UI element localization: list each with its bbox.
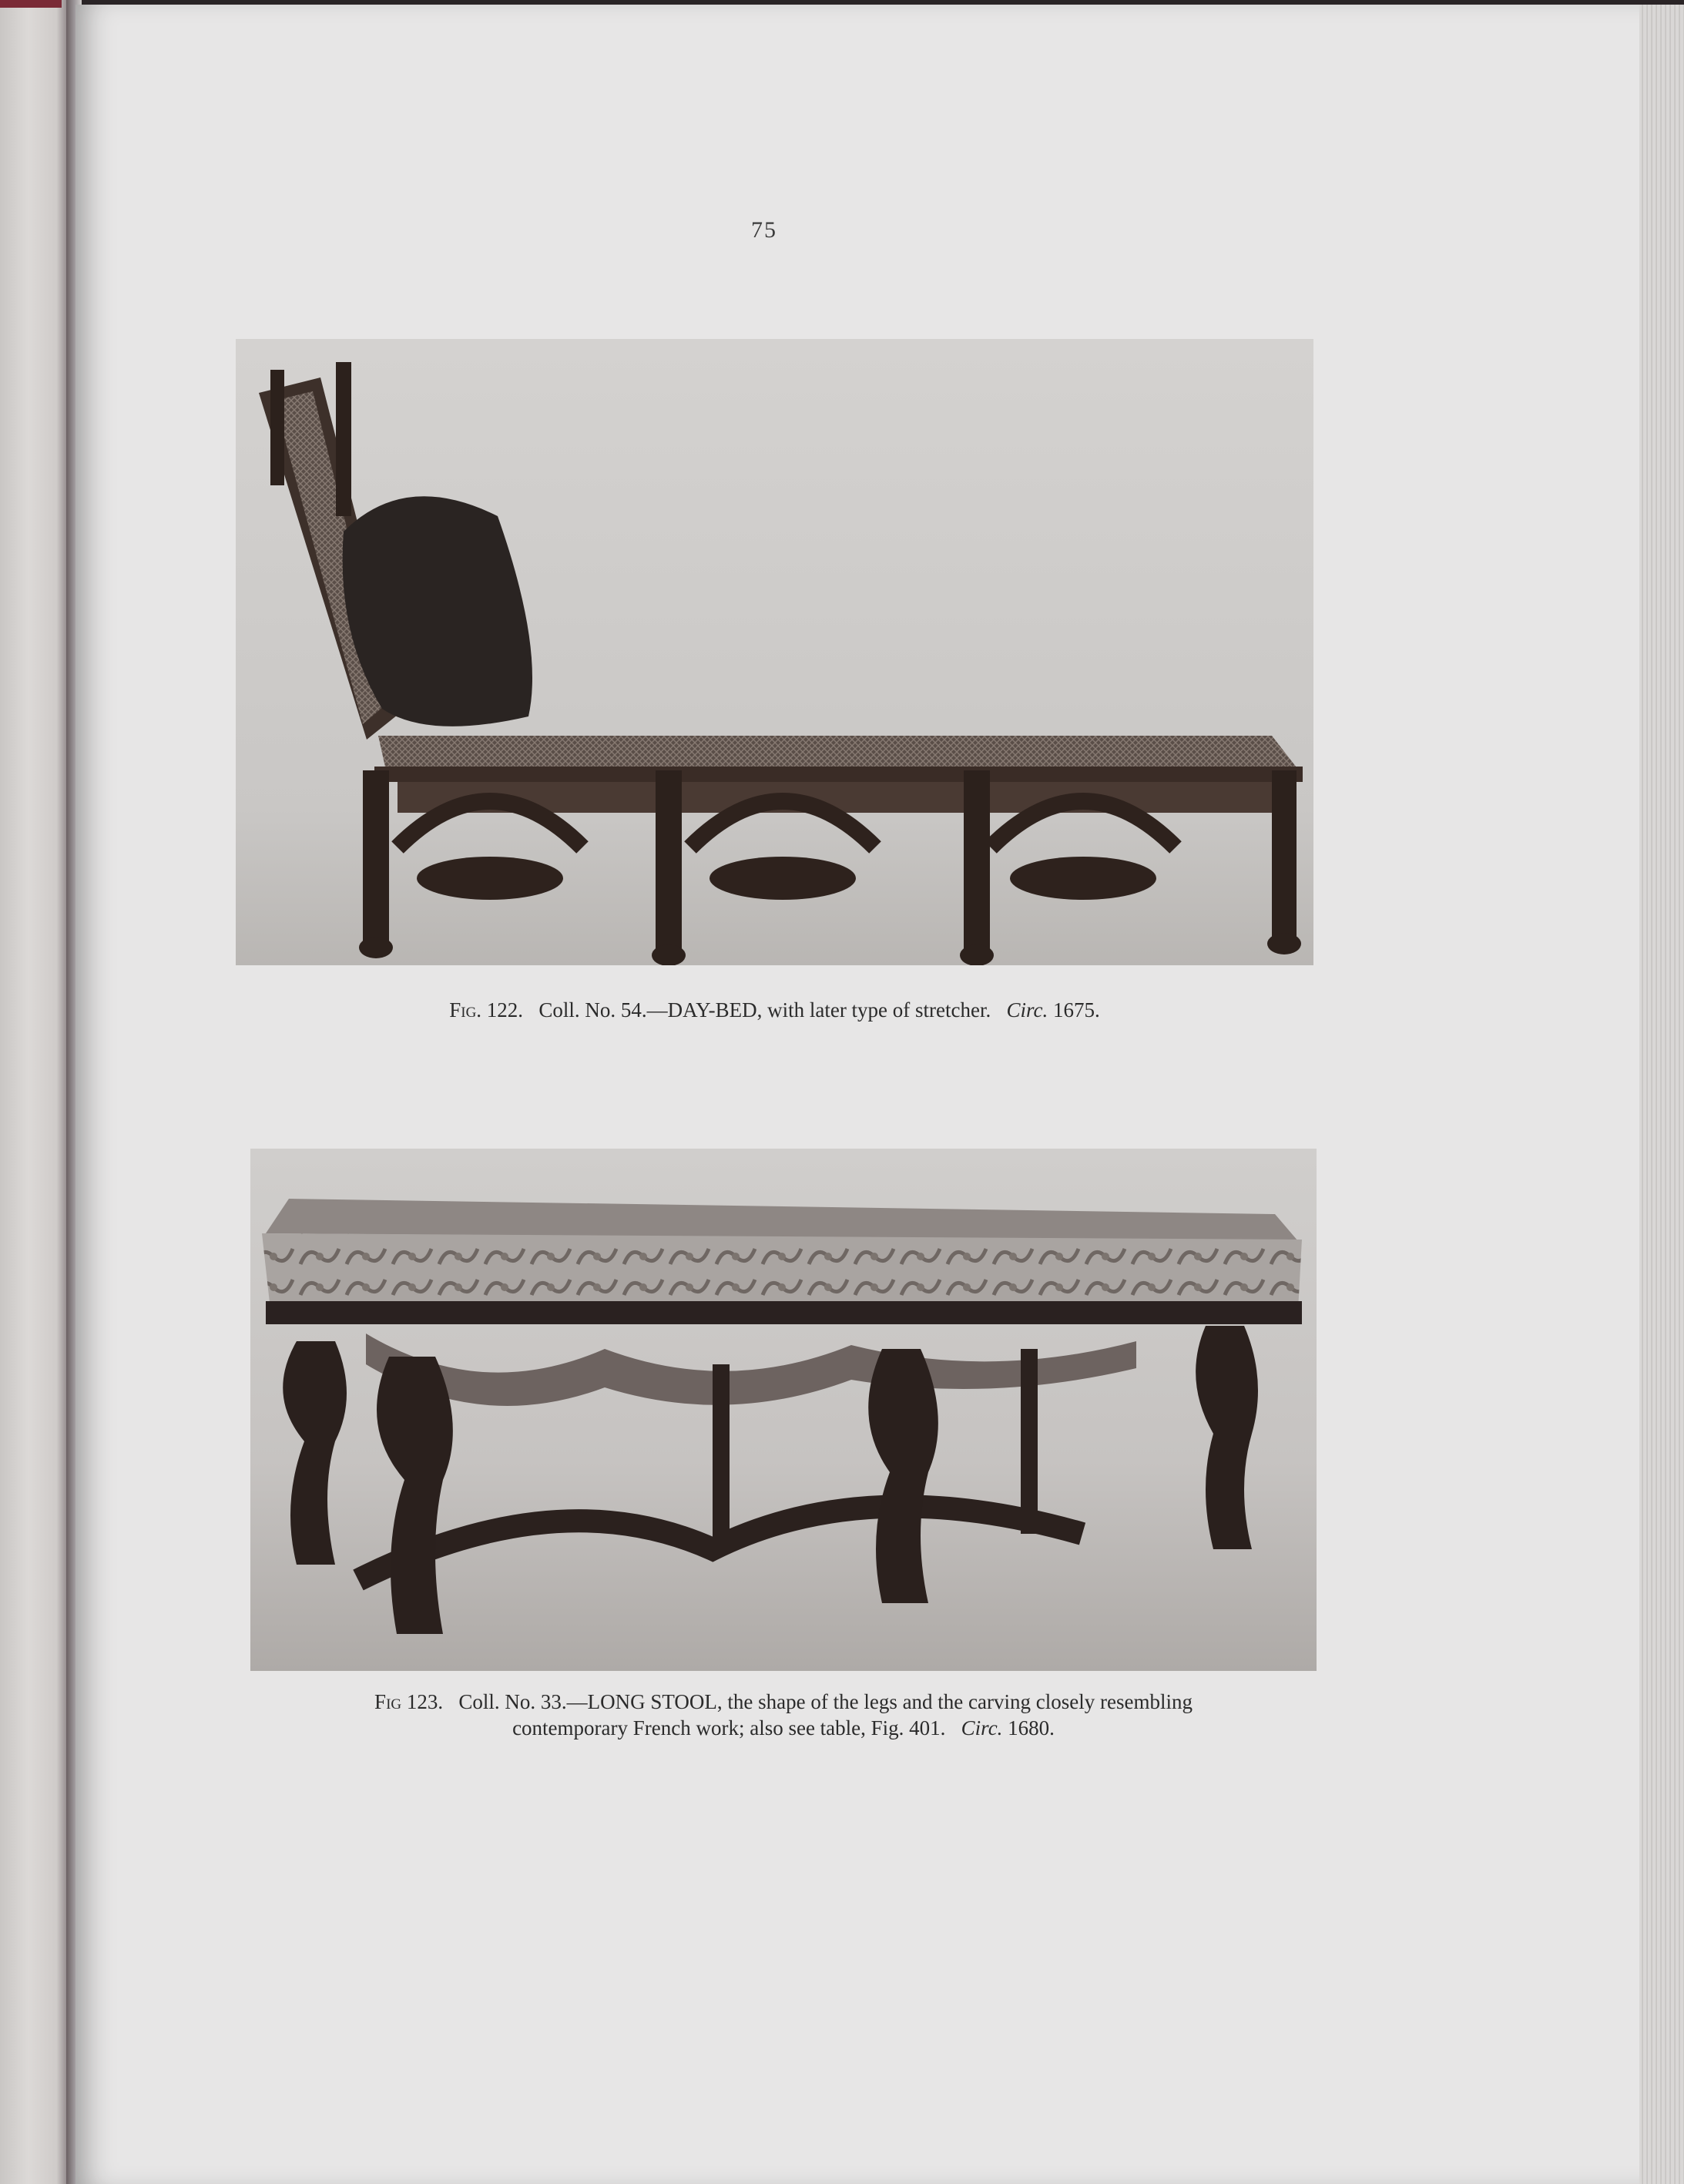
day-bed-photo	[236, 339, 1313, 965]
figure-description: the shape of the legs and the carving closely resembling	[727, 1690, 1193, 1713]
caption-line-2	[250, 1715, 1317, 1741]
long-stool-photo	[250, 1149, 1317, 1671]
figure-122-caption	[236, 997, 1313, 1023]
cover-edge	[0, 0, 62, 8]
circa-label: Circ.	[961, 1716, 1003, 1739]
fig-label: Fig 123.	[374, 1690, 444, 1713]
figure-description: with later type of stretcher.	[767, 998, 991, 1022]
figure-title: —DAY-BED,	[646, 998, 763, 1022]
page-number: 75	[751, 217, 777, 243]
figure-title: —LONG STOOL,	[566, 1690, 723, 1713]
page-edges	[1639, 5, 1684, 2184]
circa-label: Circ.	[1006, 998, 1048, 1022]
previous-page-edge	[0, 0, 71, 2184]
fig-label: Fig. 122.	[449, 998, 524, 1022]
figure-date: 1675.	[1053, 998, 1100, 1022]
page	[75, 5, 1647, 2184]
collection-ref: Coll. No. 54.	[538, 998, 647, 1022]
figure-date: 1680.	[1008, 1716, 1055, 1739]
collection-ref: Coll. No. 33.	[458, 1690, 567, 1713]
figure-description-line2: contemporary French work; also see table, Fig. 401.	[512, 1716, 946, 1739]
figure-123-caption	[250, 1689, 1317, 1741]
